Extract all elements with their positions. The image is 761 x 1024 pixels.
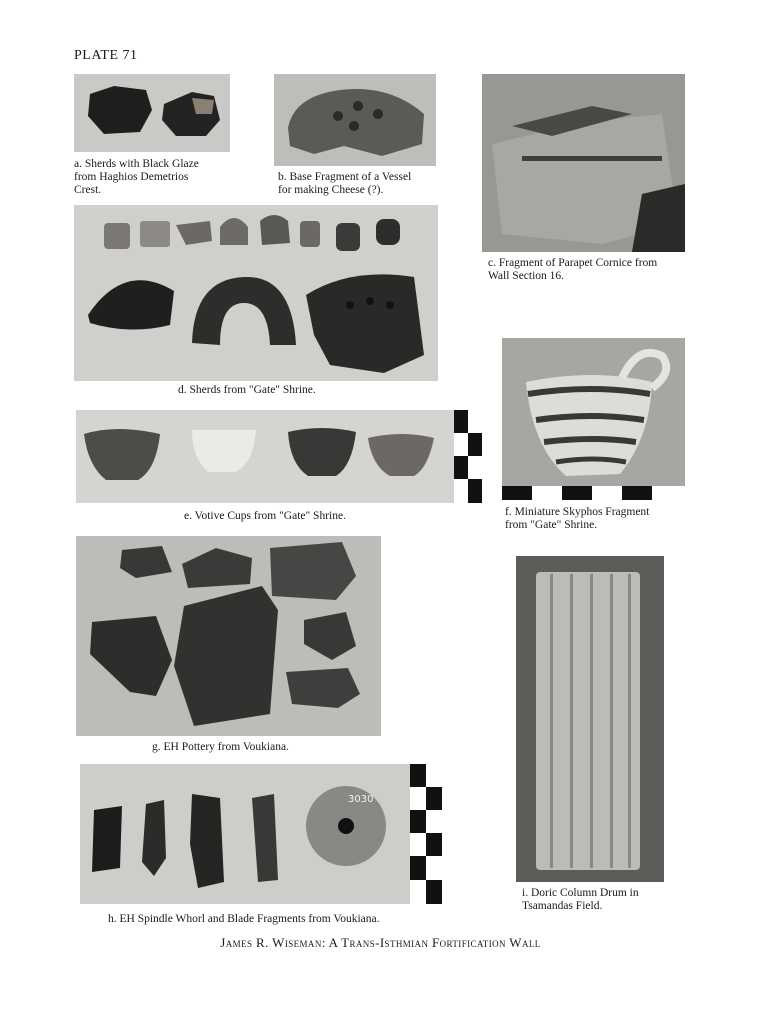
caption-c: c. Fragment of Parapet Cornice from Wall Section 16. (488, 257, 658, 282)
photo-c-parapet-cornice (482, 74, 685, 252)
photo-e-votive-cups (76, 410, 482, 503)
photo-d-gate-shrine-sherds (74, 205, 438, 381)
whorl-inscription: 3030 (348, 794, 374, 805)
photo-g-eh-pottery (76, 536, 381, 736)
caption-i: i. Doric Column Drum in Tsamandas Field. (522, 887, 639, 912)
footer-text: James R. Wiseman: A Trans-Isthmian Fortification Wall (220, 935, 541, 950)
plate-title: PLATE 71 (74, 48, 138, 63)
photo-a-black-glaze-sherds (74, 74, 230, 152)
caption-h: h. EH Spindle Whorl and Blade Fragments from Voukiana. (108, 913, 380, 925)
page-footer (0, 935, 761, 951)
caption-g: g. EH Pottery from Voukiana. (152, 741, 289, 753)
caption-d: d. Sherds from "Gate" Shrine. (178, 384, 316, 396)
photo-f-miniature-skyphos (502, 338, 685, 500)
photo-i-doric-column-drum (516, 556, 664, 882)
photo-h-spindle-whorl-blades (80, 764, 442, 904)
caption-e: e. Votive Cups from "Gate" Shrine. (184, 510, 346, 522)
photo-b-base-fragment (274, 74, 436, 166)
caption-a: a. Sherds with Black Glaze from Haghios Demetrios Crest. (74, 158, 199, 196)
caption-f: f. Miniature Skyphos Fragment from "Gate" Shrine. (505, 506, 650, 531)
caption-b: b. Base Fragment of a Vessel for making Cheese (?). (278, 171, 412, 196)
